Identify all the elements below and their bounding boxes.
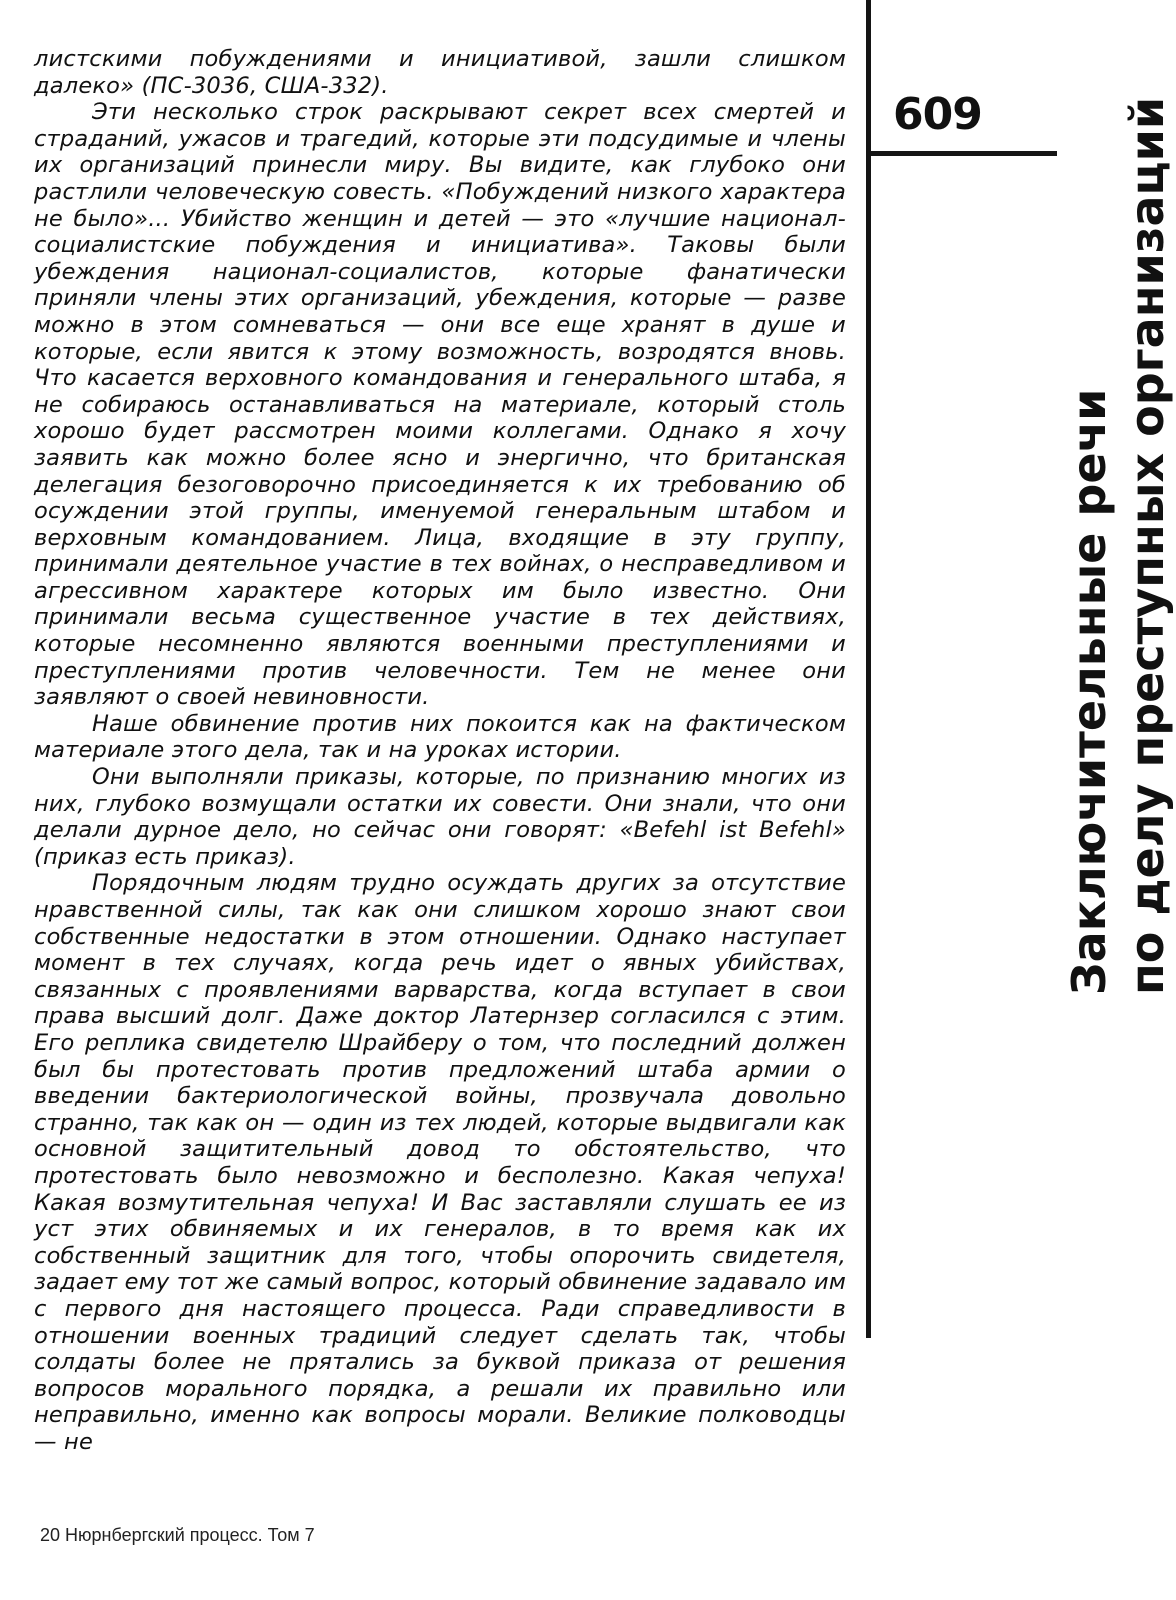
paragraph: листскими побуждениями и инициативой, зашли слишком далеко» (ПС-3036, США-332). [34, 46, 846, 99]
paragraph: Они выполняли приказы, которые, по признанию многих из них, глубоко возмущали остатки их совести. Они знали, что они делали дурное дело, но сейчас они говорят: «Befehl ist Befehl» (приказ есть приказ). [34, 764, 846, 870]
running-title-line-2: по делу преступных организаций [1120, 96, 1174, 995]
vertical-rule [866, 0, 871, 1338]
paragraph: Эти несколько строк раскрывают секрет всех смертей и страданий, ужасов и трагедий, которые эти подсудимые и члены их организаций принесли миру. Вы видите, как глубоко они растлили человеческую совесть. «Побуждений низкого характера не было»... Убийство женщин и детей — это «лучшие национал-социалистские побуждения и инициатива». Таковы были убеждения национал-социалистов, которые фанатически приняли члены этих организаций, убеждения, которые — разве можно в этом сомневаться — они все еще хранят в душе и которые, если явится к этому возможность, возродятся вновь. Что касается верховного командования и генерального штаба, я не собираюсь останавливаться на материале, который столь хорошо будет рассмотрен моими коллегами. Однако я хочу заявить как можно более ясно и энергично, что британская делегация безоговорочно присоединяется к их требованию об осуждении этой группы, именуемой генеральным штабом и верховным командованием. Лица, входящие в эту группу, принимали деятельное участие в тех войнах, о несправедливом и агрессивном характере которых им было известно. Они принимали весьма существенное участие в тех действиях, которые несомненно являются военными преступлениями и преступлениями против человечности. Тем не менее они заявляют о своей невиновности. [34, 99, 846, 711]
header-rule [866, 151, 1057, 156]
running-title [1060, 96, 1176, 995]
running-title-line-1: Заключительные речи [1062, 388, 1116, 995]
paragraph: Порядочным людям трудно осуждать других за отсутствие нравственной силы, так как они слишком хорошо знают свои собственные недостатки в этом отношении. Однако наступает момент в тех случаях, когда речь идет о явных убийствах, связанных с проявлениями варварства, когда вступает в свои права высший долг. Даже доктор Латернзер согласился с этим. Его реплика свидетелю Шрайберу о том, что последний должен был бы протестовать против предложений штаба армии о введении бактериологической войны, прозвучала довольно странно, так как он — один из тех людей, которые выдвигали как основной защитительный довод то обстоятельство, что протестовать было невозможно и бесполезно. Какая чепуха! Какая возмутительная чепуха! И Вас заставляли слушать ее из уст этих обвиняемых и их генералов, в то время как их собственный защитник для того, чтобы опорочить свидетеля, задает ему тот же самый вопрос, который обвинение задавало им с первого дня настоящего процесса. Ради справедливости в отношении военных традиций следует сделать так, чтобы солдаты более не прятались за буквой приказа от решения вопросов морального порядка, а решали их правильно или неправильно, именно как вопросы морали. Великие полководцы — не [34, 870, 846, 1455]
paragraph: Наше обвинение против них покоится как на фактическом материале этого дела, так и на уроках истории. [34, 710, 846, 764]
body-text [34, 46, 846, 1455]
page-number: 609 [893, 89, 982, 140]
footer-signature: 20 Нюрнбергский процесс. Том 7 [40, 1525, 315, 1545]
